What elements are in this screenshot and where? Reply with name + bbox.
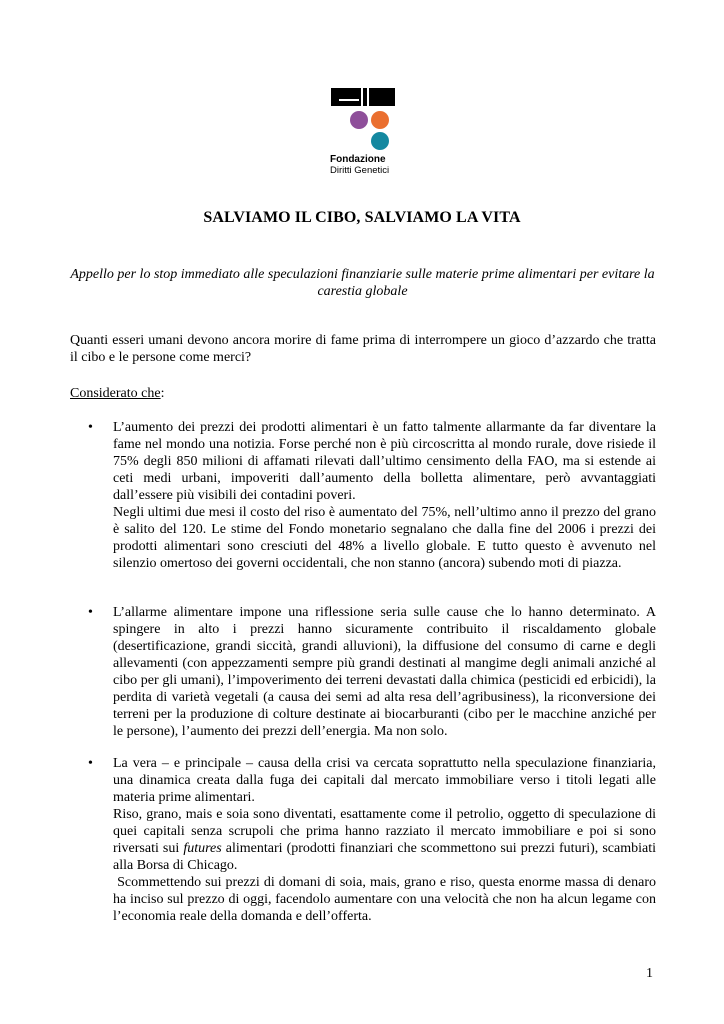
futures-term: futures bbox=[183, 841, 222, 856]
bullet-marker: • bbox=[88, 756, 93, 771]
bullet-paragraph: La vera – e principale – causa della crisi va cercata soprattutto nella speculazione finanziaria, una dinamica creata dalla fuga dei capitali dal mercato immobiliare verso i titoli legati alle materia prime alimentari. bbox=[113, 756, 656, 805]
considerato-label: Considerato che bbox=[70, 386, 161, 401]
bullet-paragraph: L’allarme alimentare impone una riflessione seria sulle cause che lo hanno determinato. A spingere in alto i prezzi hanno sicuramente contribuito il riscaldamento globale (desertificazione, grandi siccità, grandi alluvioni), la diffusione del consumo di carne e degli allevamenti (con appezzamenti sempre più grandi destinati al mangime degli animali anziché al cibo per gli umani), l’impoverimento dei terreni devastati dalla chimica (pesticidi ed erbicidi), la perdita di varietà vegetali (a causa dei semi ad alta resa dell’agribusiness), la riconversione dei terreni per la produzione di colture destinate ai biocarburanti (cibo per le macchine anziché per le persone), l’aumento dei prezzi dell’energia. Ma non solo. bbox=[113, 605, 656, 739]
considerato-heading bbox=[70, 385, 164, 402]
page-number: 1 bbox=[646, 966, 653, 981]
bullet-text bbox=[113, 419, 656, 572]
logo-name: Fondazione bbox=[330, 154, 386, 165]
text-run: alimentari (prodotti finanziari che scommettono sui prezzi futuri), scambiati alla Borsa di Chicago. bbox=[113, 841, 656, 873]
bullet-paragraph bbox=[113, 806, 656, 874]
document-subtitle: Appello per lo stop immediato alle speculazioni finanziarie sulle materie prime alimentari per evitare la carestia globale bbox=[70, 267, 655, 299]
bullet-marker: • bbox=[88, 605, 93, 620]
bullet-marker: • bbox=[88, 420, 93, 435]
bullet-paragraph: Negli ultimi due mesi il costo del riso è aumentato del 75%, nell’ultimo anno il prezzo del grano è salito del 120. Le stime del Fondo monetario segnalano che dalla fine del 2006 i prezzi dei prodotti alimentari sono cresciuti del 48% a livello globale. E tutto questo è avvenuto nel silenzio omertoso dei governi occidentali, che non stanno (ancora) subendo moti di piazza. bbox=[113, 505, 656, 571]
logo-bar bbox=[331, 88, 395, 106]
intro-paragraph: Quanti esseri umani devono ancora morire di fame prima di interrompere un gioco d’azzardo che tratta il cibo e le persone come merci? bbox=[70, 333, 656, 365]
bullet-paragraph: Scommettendo sui prezzi di domani di soia, mais, grano e riso, questa enorme massa di denaro ha inciso sul prezzo di oggi, facendolo aumentare con una velocità che non ha alcun legame con l’economia reale della domanda e dell’offerta. bbox=[113, 875, 660, 924]
logo-teal-dot bbox=[371, 132, 389, 150]
text-run: Riso, grano, mais e soia sono diventati, esattamente come il petrolio, oggetto di speculazione di quei capitali senza scrupoli che prima hanno razziato il mercato immobiliare e poi si sono riversati sui bbox=[113, 807, 656, 856]
logo-subtitle: Diritti Genetici bbox=[330, 165, 390, 176]
logo-purple-dot bbox=[350, 111, 368, 129]
logo-orange-dot bbox=[371, 111, 389, 129]
bullet-text bbox=[113, 604, 656, 740]
document-title: SALVIAMO IL CIBO, SALVIAMO LA VITA bbox=[203, 209, 521, 226]
considerato-suffix: : bbox=[160, 386, 165, 401]
bullet-paragraph: L’aumento dei prezzi dei prodotti alimentari è un fatto talmente allarmante da far diventare la fame nel mondo una notizia. Forse perché non è più circoscritta al mondo rurale, dove risiede il 75% degli 850 milioni di affamati rilevati dall’ultimo censimento della FAO, ma si estende ai ceti medi urbani, impoveriti dall’aumento della bolletta alimentare, però avvantaggiati dall’essere più visibili dei contadini poveri. bbox=[113, 420, 656, 503]
bullet-text bbox=[113, 755, 660, 925]
